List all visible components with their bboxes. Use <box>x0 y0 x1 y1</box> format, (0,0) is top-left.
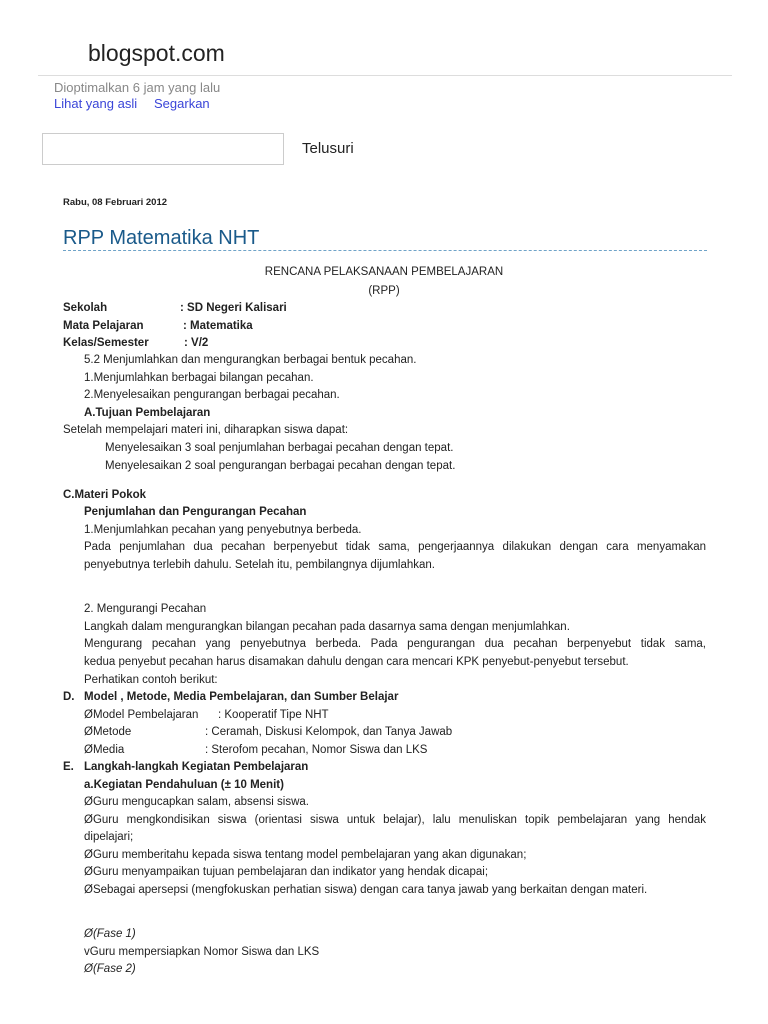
post-title-rule <box>63 250 707 251</box>
pendahuluan-item-2-line2: dipelajari; <box>84 831 134 843</box>
sekolah-value: : SD Negeri Kalisari <box>180 302 287 314</box>
tujuan-1: Menyelesaikan 3 soal penjumlahan berbagai pecahan dengan tepat. <box>105 442 454 454</box>
tujuan-intro: Setelah mempelajari materi ini, diharapkan siswa dapat: <box>63 424 349 436</box>
search-input[interactable] <box>42 133 284 165</box>
tujuan-heading: A.Tujuan Pembelajaran <box>84 407 211 419</box>
section-e-marker: E. <box>63 761 74 773</box>
materi-1-para-line2: penyebutnya terlebih dahulu. Setelah itu, pembilangnya dijumlahkan. <box>84 559 435 571</box>
materi-1-para-line1: Pada penjumlahan dua pecahan berpenyebut tidak sama, pengerjaannya dilakukan dengan cara menyamakan <box>84 541 706 553</box>
kelas-value: : V/2 <box>184 337 209 349</box>
pendahuluan-item-5: ØSebagai apersepsi (mengfokuskan perhatian siswa) dengan cara tanya jawab yang berkaitan dengan materi. <box>84 884 648 896</box>
section-d-heading: Model , Metode, Media Pembelajaran, dan Sumber Belajar <box>84 691 399 703</box>
materi-2-para-line2: Mengurang pecahan yang penyebutnya berbeda. Pada pengurangan dua pecahan berpenyebut tidak sama, <box>84 638 706 650</box>
materi-2-para-line3: kedua penyebut pecahan harus disamakan dahulu dengan cara mencari KPK penyebut-penyebut tersebut. <box>84 656 629 668</box>
section-e-heading: Langkah-langkah Kegiatan Pembelajaran <box>84 761 309 773</box>
pendahuluan-item-3: ØGuru memberitahu kepada siswa tentang model pembelajaran yang akan digunakan; <box>84 849 527 861</box>
media-label: ØMedia <box>84 744 125 756</box>
search-button[interactable]: Telusuri <box>302 140 354 157</box>
materi-heading: C.Materi Pokok <box>63 489 147 501</box>
fase-2-label: Ø(Fase 2) <box>84 963 136 975</box>
tujuan-2: Menyelesaikan 2 soal pengurangan berbagai pecahan dengan tepat. <box>105 460 456 472</box>
materi-2-title: 2. Mengurangi Pecahan <box>84 603 207 615</box>
pendahuluan-item-2-line1: ØGuru mengkondisikan siswa (orientasi siswa untuk belajar), lalu menuliskan topik pembelajaran yang hendak <box>84 814 706 826</box>
materi-subheading: Penjumlahan dan Pengurangan Pecahan <box>84 506 307 518</box>
kegiatan-pendahuluan-heading: a.Kegiatan Pendahuluan (± 10 Menit) <box>84 779 284 791</box>
indikator-1: 1.Menjumlahkan berbagai bilangan pecahan. <box>84 372 314 384</box>
fase-1-label: Ø(Fase 1) <box>84 928 136 940</box>
mapel-label: Mata Pelajaran <box>63 320 144 332</box>
metode-label: ØMetode <box>84 726 132 738</box>
indikator-2: 2.Menyelesaikan pengurangan berbagai pecahan. <box>84 389 340 401</box>
kompetensi-dasar: 5.2 Menjumlahkan dan mengurangkan berbagai bentuk pecahan. <box>84 354 417 366</box>
section-d-marker: D. <box>63 691 75 703</box>
model-value: : Kooperatif Tipe NHT <box>218 709 329 721</box>
materi-1-title: 1.Menjumlahkan pecahan yang penyebutnya berbeda. <box>84 524 362 536</box>
pendahuluan-item-1: ØGuru mengucapkan salam, absensi siswa. <box>84 796 309 808</box>
doc-heading: RENCANA PELAKSANAAN PEMBELAJARAN <box>264 266 504 278</box>
mapel-value: : Matematika <box>183 320 253 332</box>
post-title[interactable]: RPP Matematika NHT <box>63 227 260 249</box>
optimized-notice: Dioptimalkan 6 jam yang lalu <box>54 80 221 95</box>
kelas-label: Kelas/Semester <box>63 337 149 349</box>
refresh-link[interactable]: Segarkan <box>154 96 210 111</box>
model-label: ØModel Pembelajaran <box>84 709 199 721</box>
pendahuluan-item-4: ØGuru menyampaikan tujuan pembelajaran dan indikator yang hendak dicapai; <box>84 866 489 878</box>
post-date: Rabu, 08 Februari 2012 <box>63 197 168 208</box>
sekolah-label: Sekolah <box>63 302 108 314</box>
materi-2-para-line1: Langkah dalam mengurangkan bilangan pecahan pada dasarnya sama dengan menjumlahkan. <box>84 621 570 633</box>
header-divider <box>38 75 732 76</box>
site-title[interactable]: blogspot.com <box>88 40 225 66</box>
doc-subheading: (RPP) <box>368 285 400 297</box>
metode-value: : Ceramah, Diskusi Kelompok, dan Tanya Jawab <box>205 726 453 738</box>
materi-2-para-line4: Perhatikan contoh berikut: <box>84 674 218 686</box>
fase-1-item: vGuru mempersiapkan Nomor Siswa dan LKS <box>84 946 320 958</box>
media-value: : Sterofom pecahan, Nomor Siswa dan LKS <box>205 744 428 756</box>
view-original-link[interactable]: Lihat yang asli <box>54 96 138 111</box>
